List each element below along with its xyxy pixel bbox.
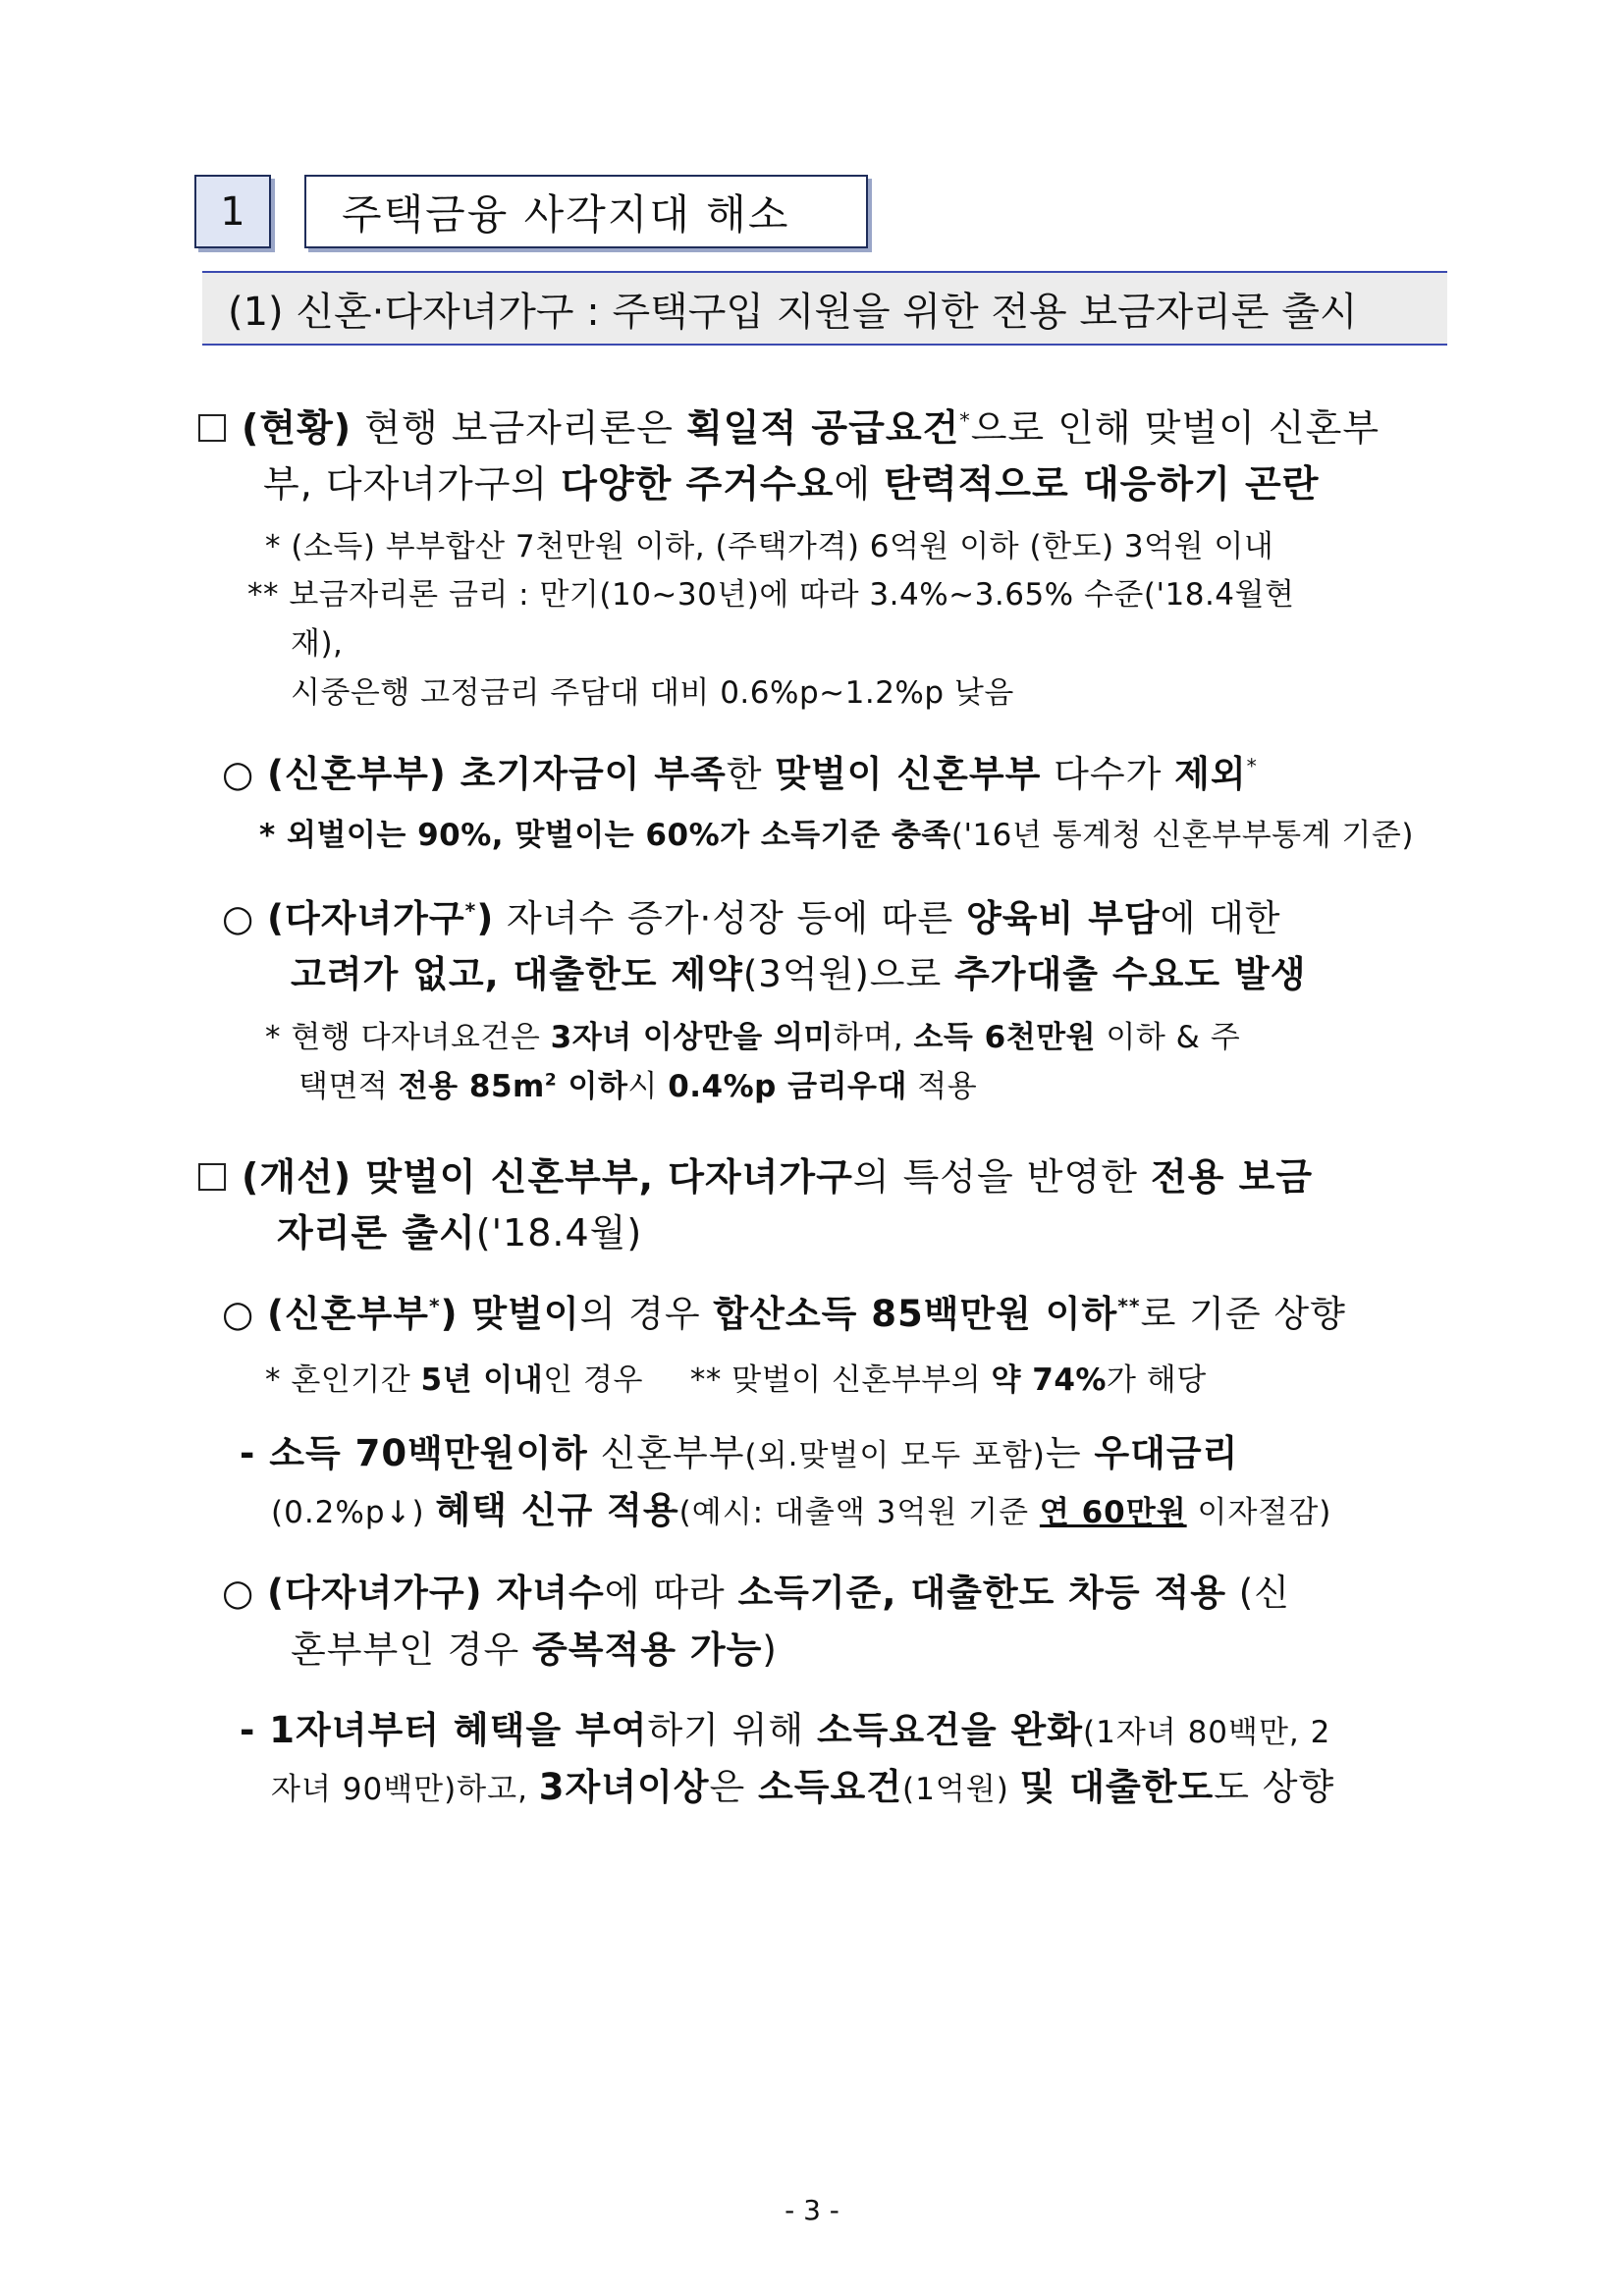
- sub-multichild-current-line1: ○ (다자녀가구*) 자녀수 증가·성장 등에 따른 양육비 부담에 대한: [222, 897, 1281, 939]
- bullet-current-line1: (현황) 현행 보금자리론은 획일적 공급요건*으로 인해 맞벌이 신혼부: [198, 398, 1380, 452]
- note-income: * (소득) 부부합산 7천만원 이하, (주택가격) 6억원 이하 (한도) 3억원 이내: [265, 529, 1274, 564]
- note-multichild-line1: * 현행 다자녀요건은 3자녀 이상만을 의미하며, 소득 6천만원 이하 & 주: [265, 1020, 1241, 1055]
- note-rate-line3: 시중은행 고정금리 주담대 대비 0.6%p~1.2%p 낮음: [291, 675, 1014, 711]
- circle-bullet-icon: ○: [222, 1293, 268, 1335]
- sub-multichild-current-line2: 고려가 없고, 대출한도 제약(3억원)으로 추가대출 수요도 발생: [291, 953, 1307, 995]
- dash-one-child-line2: 자녀 90백만)하고, 3자녀이상은 소득요건(1억원) 및 대출한도도 상향: [271, 1766, 1335, 1808]
- sub-multichild-improvement-line2: 혼부부인 경우 중복적용 가능): [291, 1629, 778, 1671]
- section-number: 1: [194, 175, 271, 248]
- subsection-title: (1) 신혼·다자녀가구 : 주택구입 지원을 위한 전용 보금자리론 출시: [202, 271, 1447, 346]
- circle-bullet-icon: ○: [222, 897, 268, 939]
- page-number: - 3 -: [785, 2194, 839, 2226]
- circle-bullet-icon: ○: [222, 753, 268, 795]
- square-bullet-icon: [198, 1163, 226, 1191]
- section-title: 주택금융 사각지대 해소: [304, 175, 868, 248]
- dash-income-70m-line1: - 소득 70백만원이하 신혼부부(외.맞벌이 모두 포함)는 우대금리: [240, 1432, 1239, 1474]
- sub-newlywed-improvement: ○ (신혼부부*) 맞벌이의 경우 합산소득 85백만원 이하**로 기준 상향: [222, 1293, 1346, 1335]
- circle-bullet-icon: ○: [222, 1572, 268, 1614]
- note-multichild-line2: 택면적 전용 $85m^2$ 이하시 0.4%p 금리우대 적용: [298, 1069, 978, 1104]
- dash-income-70m-line2: (0.2%p↓) 혜택 신규 적용(예시: 대출액 3억원 기준 연 60만원 이자절감): [271, 1489, 1332, 1531]
- bullet-improvement-line1: (개선) 맞벌이 신혼부부, 다자녀가구의 특성을 반영한 전용 보금: [198, 1147, 1313, 1201]
- square-bullet-icon: [198, 414, 226, 442]
- sub-newlywed-current: ○ (신혼부부) 초기자금이 부족한 맞벌이 신혼부부 다수가 제외*: [222, 753, 1258, 795]
- note-rate-line1: ** 보금자리론 금리 : 만기(10~30년)에 따라 3.4%~3.65% 수준('18.4월현: [247, 577, 1295, 613]
- bullet-improvement-line2: 자리론 출시('18.4월): [277, 1211, 643, 1255]
- note-newlywed-improvement: * 혼인기간 5년 이내인 경우 ** 맞벌이 신혼부부의 약 74%가 해당: [265, 1362, 1207, 1398]
- note-newlywed-income: * 외벌이는 90%, 맞벌이는 60%가 소득기준 충족('16년 통계청 신혼부부통계 기준): [259, 818, 1414, 853]
- note-rate-line2: 재),: [291, 626, 344, 662]
- dash-one-child-line1: - 1자녀부터 혜택을 부여하기 위해 소득요건을 완화(1자녀 80백만, 2: [240, 1709, 1331, 1751]
- bullet-current-line2: 부, 다자녀가구의 다양한 주거수요에 탄력적으로 대응하기 곤란: [263, 462, 1320, 506]
- sub-multichild-improvement-line1: ○ (다자녀가구) 자녀수에 따라 소득기준, 대출한도 차등 적용 (신: [222, 1572, 1290, 1614]
